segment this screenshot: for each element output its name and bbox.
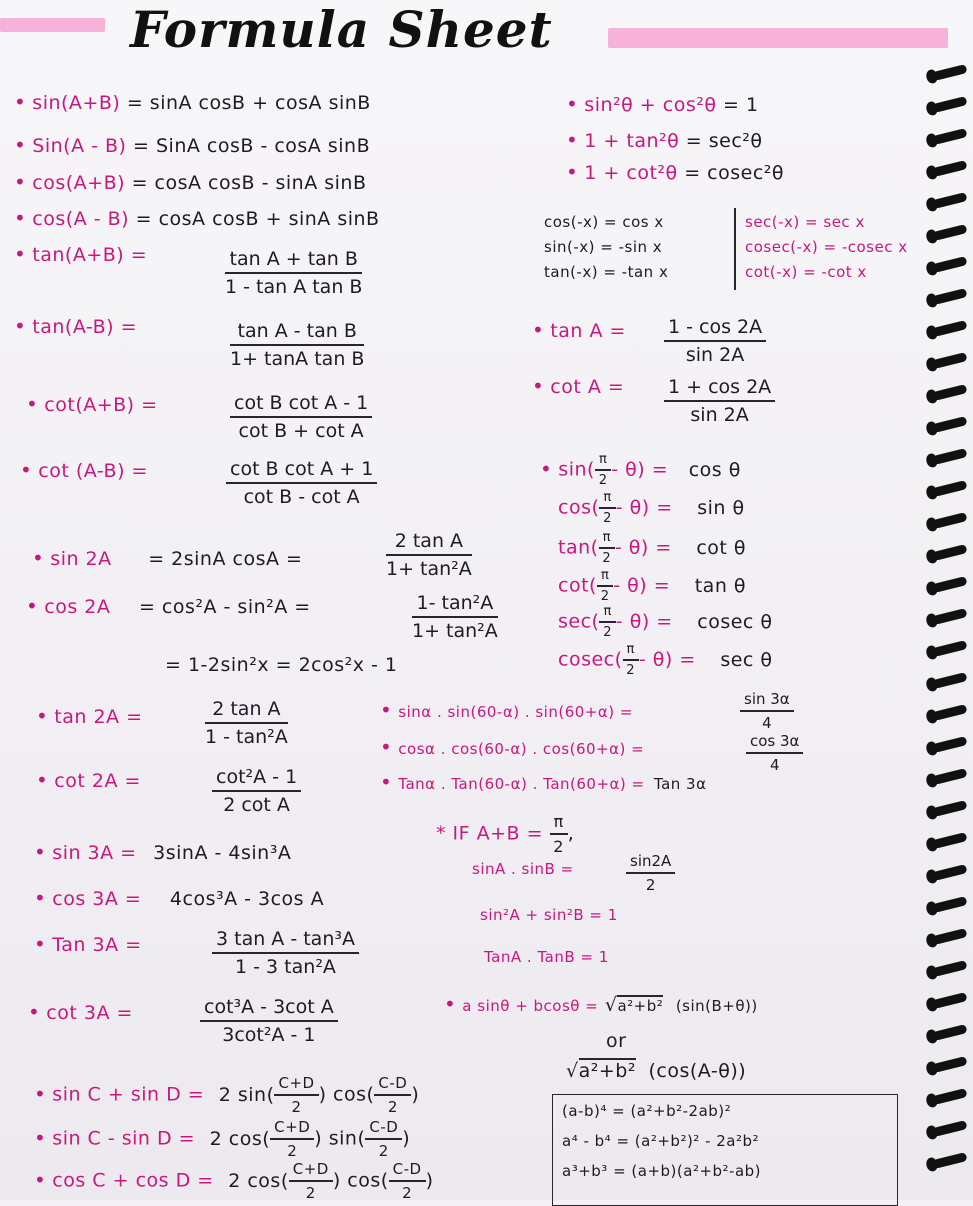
neg-angle-sec: sec(-x) = sec x: [745, 213, 865, 231]
binding-ring: [932, 768, 967, 785]
neg-angle-tan: tan(-x) = -tan x: [544, 263, 669, 281]
fraction-tan-3a: $\frac{\text{3 tan A - tan³A}}{\text{1 - 3 tan²A}}$: [212, 928, 359, 978]
complementary-sin: • sin( $\frac{\pi}{2}$ - θ) = cos θ: [540, 452, 741, 488]
highlight-right: [608, 28, 948, 48]
formula-tan-a-plus-b: • tan(A+B) =: [14, 242, 148, 266]
bullet: •: [380, 735, 393, 759]
bullet: •: [566, 160, 579, 184]
binding-ring: [932, 320, 967, 337]
bullet: •: [380, 770, 393, 794]
fraction-cos-3-alpha: $\frac{\cos 3\alpha}{4}$: [746, 732, 803, 774]
binding-ring: [932, 352, 967, 369]
binding-ring: [932, 1120, 967, 1137]
triple-product-cos: • cosα . cos(60-α) . cos(60+α) =: [380, 735, 645, 759]
binding-ring: [932, 704, 967, 721]
neg-angle-cosec: cosec(-x) = -cosec x: [745, 238, 908, 256]
formula-amplitude-form: • a sinθ + bcosθ = √a²+b² (sin(B+θ)): [444, 992, 758, 1016]
bullet: •: [532, 374, 545, 398]
formula-sin-a-minus-b: • Sin(A - B) = SinA cosB - cosA sinB: [14, 133, 371, 157]
bullet: •: [26, 392, 39, 416]
fraction-c-minus-d: $\frac{C-D}{2}$: [365, 1118, 402, 1160]
triple-product-tan: • Tanα . Tan(60-α) . Tan(60+α) = Tan 3α: [380, 770, 707, 794]
bullet: •: [32, 546, 45, 570]
binding-ring: [932, 736, 967, 753]
formula-cos-a-plus-b: • cos(A+B) = cosA cosB - sinA sinB: [14, 170, 367, 194]
binding-ring: [932, 544, 967, 561]
condition-a-plus-b: * IF A+B = $\frac{\pi}{2}$ ,: [436, 812, 575, 856]
bullet: •: [14, 242, 27, 266]
fraction-pi-over-2: $\frac{\pi}{2}$: [597, 568, 613, 604]
bullet: •: [14, 206, 27, 230]
binding-ring: [932, 416, 967, 433]
formula-cot-a: • cot A =: [532, 374, 625, 398]
binding-ring: [932, 1088, 967, 1105]
bullet: •: [34, 840, 47, 864]
bullet: •: [14, 170, 27, 194]
fraction-cos-2a: $\frac{\text{1- tan²A}}{\text{1+ tan²A}}$: [412, 592, 498, 642]
binding-ring: [932, 128, 967, 145]
triple-product-sin: • sinα . sin(60-α) . sin(60+α) =: [380, 698, 633, 722]
formula-cos-c-plus-cos-d: • cos C + cos D = 2 cos( $\frac{C+D}{2}$ ) cos( $\frac{C-D}{2}$ ): [34, 1160, 434, 1202]
bullet: •: [28, 1000, 41, 1024]
binding-ring: [932, 512, 967, 529]
bullet: •: [14, 314, 27, 338]
identity-pythagorean-2: • 1 + tan²θ = sec²θ: [566, 128, 763, 152]
condition-result-sin-squares: sin²A + sin²B = 1: [480, 906, 618, 924]
highlight-left: [0, 18, 105, 32]
binding-ring: [932, 96, 967, 113]
sqrt-symbol: √: [566, 1060, 579, 1082]
fraction-c-plus-d: $\frac{C+D}{2}$: [289, 1160, 333, 1202]
bullet: •: [36, 704, 49, 728]
formula-amplitude-form-alt: √a²+b² (cos(A-θ)): [566, 1060, 747, 1082]
binding-ring: [932, 384, 967, 401]
bullet: •: [444, 992, 457, 1016]
identity-pythagorean-3: • 1 + cot²θ = cosec²θ: [566, 160, 785, 184]
formula-tan-2a: • tan 2A =: [36, 704, 143, 728]
formula-cos-3a: • cos 3A = 4cos³A - 3cos A: [34, 886, 325, 910]
fraction-pi-over-2: $\frac{\pi}{2}$: [550, 812, 568, 856]
formula-cos-2a-alternate: = 1-2sin²x = 2cos²x - 1: [165, 654, 398, 676]
formula-sin-c-plus-sin-d: • sin C + sin D = 2 sin( $\frac{C+D}{2}$ ) cos( $\frac{C-D}{2}$ ): [34, 1074, 420, 1116]
bullet: •: [34, 1125, 47, 1150]
complementary-tan: tan( $\frac{\pi}{2}$ - θ) = cot θ: [558, 530, 747, 566]
binding-ring: [932, 256, 967, 273]
binding-ring: [932, 480, 967, 497]
binding-ring: [932, 576, 967, 593]
algebra-identity-2: a⁴ - b⁴ = (a²+b²)² - 2a²b²: [562, 1132, 760, 1150]
neg-angle-sin: sin(-x) = -sin x: [544, 238, 663, 256]
formula-cot-a-plus-b: • cot(A+B) =: [26, 392, 158, 416]
fraction-pi-over-2: $\frac{\pi}{2}$: [599, 530, 615, 566]
fraction-cot-3a: $\frac{\text{cot³A - 3cot A}}{\text{3cot²A - 1}}$: [200, 996, 338, 1046]
binding-ring: [932, 1024, 967, 1041]
bullet: •: [34, 932, 47, 956]
bullet: •: [566, 92, 579, 116]
binding-ring: [932, 608, 967, 625]
binding-ring: [932, 864, 967, 881]
bullet: •: [532, 318, 545, 342]
algebra-identity-3: a³+b³ = (a+b)(a²+b²-ab): [562, 1162, 762, 1180]
binding-ring: [932, 224, 967, 241]
spiral-binding: [925, 0, 973, 1200]
bullet: •: [36, 768, 49, 792]
fraction-cot-a-plus-b: $\frac{\text{cot B cot A - 1}}{\text{cot B + cot A}}$: [230, 392, 372, 442]
neg-angle-cos: cos(-x) = cos x: [544, 213, 664, 231]
fraction-pi-over-2: $\frac{\pi}{2}$: [595, 452, 611, 488]
neg-angle-cot: cot(-x) = -cot x: [745, 263, 867, 281]
fraction-cot-a-minus-b: $\frac{\text{cot B cot A + 1}}{\text{cot B - cot A}}$: [226, 458, 377, 508]
formula-cos-2a: • cos 2A = cos²A - sin²A =: [26, 594, 311, 618]
complementary-cot: cot( $\frac{\pi}{2}$ - θ) = tan θ: [558, 568, 747, 604]
fraction-c-minus-d: $\frac{C-D}{2}$: [389, 1160, 426, 1202]
algebra-identity-1: (a-b)⁴ = (a²+b²-2ab)²: [562, 1102, 732, 1120]
or-label: or: [606, 1030, 627, 1052]
formula-cos-a-minus-b: • cos(A - B) = cosA cosB + sinA sinB: [14, 206, 380, 230]
fraction-c-plus-d: $\frac{C+D}{2}$: [270, 1118, 314, 1160]
condition-result-tan-product: TanA . TanB = 1: [484, 948, 609, 966]
binding-ring: [932, 1056, 967, 1073]
bullet: •: [20, 458, 33, 482]
binding-ring: [932, 288, 967, 305]
binding-ring: [932, 448, 967, 465]
fraction-sin-3-alpha: $\frac{\sin 3\alpha}{4}$: [740, 690, 794, 732]
complementary-sec: sec( $\frac{\pi}{2}$ - θ) = cosec θ: [558, 604, 773, 640]
binding-ring: [932, 160, 967, 177]
sqrt-symbol: √: [604, 994, 618, 1016]
formula-tan-a-minus-b: • tan(A-B) =: [14, 314, 138, 338]
fraction-c-minus-d: $\frac{C-D}{2}$: [374, 1074, 411, 1116]
bullet: •: [34, 1081, 47, 1106]
complementary-cosec: cosec( $\frac{\pi}{2}$ - θ) = sec θ: [558, 642, 773, 678]
complementary-cos: cos( $\frac{\pi}{2}$ - θ) = sin θ: [558, 490, 745, 526]
fraction-pi-over-2: $\frac{\pi}{2}$: [623, 642, 639, 678]
binding-ring: [932, 928, 967, 945]
condition-result-sin-product: sinA . sinB =: [472, 860, 574, 878]
binding-ring: [932, 960, 967, 977]
fraction-pi-over-2: $\frac{\pi}{2}$: [599, 490, 615, 526]
binding-ring: [932, 64, 967, 81]
fraction-sin-2a: $\frac{\text{2 tan A}}{\text{1+ tan²A}}$: [386, 530, 472, 580]
identity-pythagorean-1: • sin²θ + cos²θ = 1: [566, 92, 759, 116]
formula-cot-3a: • cot 3A =: [28, 1000, 133, 1024]
fraction-cot-a: $\frac{1 + \cos 2A}{\sin 2A}$: [664, 376, 775, 426]
formula-tan-3a: • Tan 3A =: [34, 932, 142, 956]
formula-cot-2a: • cot 2A =: [36, 768, 141, 792]
bullet: •: [14, 90, 27, 114]
divider-line: [734, 208, 736, 290]
bullet: •: [34, 886, 47, 910]
binding-ring: [932, 192, 967, 209]
formula-sin-c-minus-sin-d: • sin C - sin D = 2 cos( $\frac{C+D}{2}$ ) sin( $\frac{C-D}{2}$ ): [34, 1118, 411, 1160]
bullet: •: [26, 594, 39, 618]
formula-sin-a-plus-b: • sin(A+B) = sinA cosB + cosA sinB: [14, 90, 371, 114]
fraction-tan-a-minus-b: $\frac{\text{tan A - tan B}}{\text{1+ tanA tan B}}$: [230, 320, 365, 370]
fraction-tan-2a: $\frac{\text{2 tan A}}{\text{1 - tan²A}}$: [205, 698, 288, 748]
formula-cot-a-minus-b: • cot (A-B) =: [20, 458, 148, 482]
binding-ring: [932, 800, 967, 817]
page-title: Formula Sheet: [130, 0, 553, 59]
fraction-cot-2a: $\frac{\text{cot²A - 1}}{\text{2 cot A}}$: [212, 766, 301, 816]
fraction-c-plus-d: $\frac{C+D}{2}$: [274, 1074, 318, 1116]
binding-ring: [932, 640, 967, 657]
binding-ring: [932, 1152, 967, 1169]
fraction-sin-2a-over-2: $\frac{\sin 2A}{2}$: [626, 852, 675, 894]
formula-sin-2a: • sin 2A = 2sinA cosA =: [32, 546, 303, 570]
bullet: •: [14, 133, 27, 157]
formula-tan-a: • tan A =: [532, 318, 626, 342]
fraction-pi-over-2: $\frac{\pi}{2}$: [599, 604, 615, 640]
binding-ring: [932, 896, 967, 913]
bullet: •: [566, 128, 579, 152]
fraction-tan-a: $\frac{1 - \cos 2A}{\sin 2A}$: [664, 316, 766, 366]
binding-ring: [932, 832, 967, 849]
fraction-tan-a-plus-b: $\frac{\text{tan A + tan B}}{\text{1 - tan A tan B}}$: [225, 248, 363, 298]
bullet: •: [540, 456, 553, 481]
bullet: •: [380, 698, 393, 722]
bullet: •: [34, 1167, 47, 1192]
binding-ring: [932, 992, 967, 1009]
formula-sin-3a: • sin 3A = 3sinA - 4sin³A: [34, 840, 292, 864]
binding-ring: [932, 672, 967, 689]
